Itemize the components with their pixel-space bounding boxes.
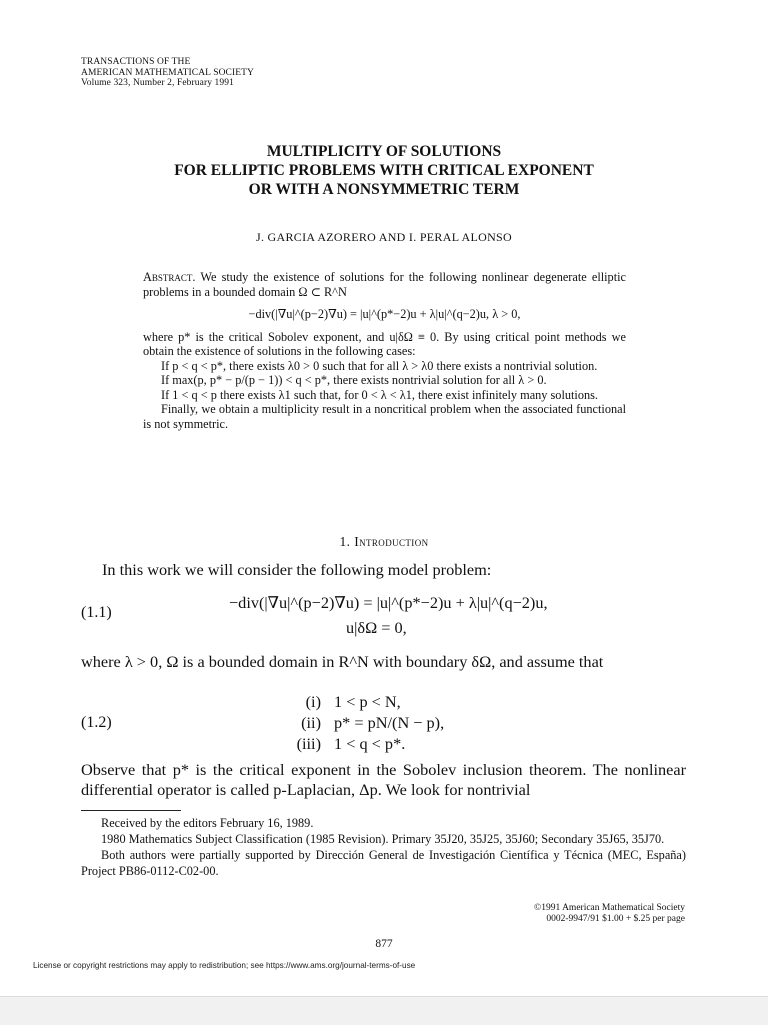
viewer-bottom-bar [0,996,768,1025]
intro-paragraph-1: In this work we will consider the following model problem: [102,560,492,579]
copyright-line2: 0002-9947/91 $1.00 + $.25 per page [546,913,685,924]
equation-1-1-label: (1.1) [81,604,112,621]
copyright-notice [534,903,685,924]
abstract-final: Finally, we obtain a multiplicity result in a noncritical problem when the associated functional is not symmetric. [143,402,626,431]
equation-1-2-i: 1 < p < N, [334,692,401,711]
paper-authors: J. GARCIA AZORERO AND I. PERAL ALONSO [255,230,512,244]
paper-title [0,142,768,199]
equation-1-2-ii-num: (ii) [301,713,321,732]
abstract-label: Abstract. [143,270,196,284]
footnote-support: Both authors were partially supported by Dirección General de Investigación Científica y Técnica (MEC, España) Project PB86-0112-C02-00. [81,848,686,878]
abstract-equation: −div(|∇u|^(p−2)∇u) = |u|^(p*−2)u + λ|u|^(q−2)u, λ > 0, [248,307,521,321]
section-number: 1. [339,534,351,549]
equation-1-1-line2: u|δΩ = 0, [346,618,407,637]
journal-name-line1: TRANSACTIONS OF THE [81,57,191,67]
page-number: 877 [375,938,393,950]
intro-paragraph-3: Observe that p* is the critical exponent in the Sobolev inclusion theorem. The nonlinear differential operator is called p-Laplacian, Δp. We look for nontrivial [81,760,686,799]
equation-1-2-iii: 1 < q < p*. [334,734,406,753]
title-line2: FOR ELLIPTIC PROBLEMS WITH CRITICAL EXPONENT [174,162,594,179]
footnotes [81,815,686,879]
abstract-p2: where p* is the critical Sobolev exponent, and u|δΩ ≡ 0. By using critical point methods we obtain the existence of solutions in the following cases: [143,329,626,358]
footnote-classification: 1980 Mathematics Subject Classification (1985 Revision). Primary 35J20, 35J25, 35J60; Secondary 35J65, 35J70. [101,832,665,846]
footnote-divider [81,810,181,811]
abstract-case1: If p < q < p*, there exists λ0 > 0 such that for all λ > λ0 there exists a nontrivial solution. [161,358,598,373]
title-line3: OR WITH A NONSYMMETRIC TERM [248,181,520,198]
journal-header [81,57,254,89]
abstract-intro [143,270,626,299]
title-line1: MULTIPLICITY OF SOLUTIONS [266,143,502,160]
intro-paragraph-2: where λ > 0, Ω is a bounded domain in R^N with boundary δΩ, and assume that [81,652,604,671]
abstract-case3: If 1 < q < p there exists λ1 such that, for 0 < λ < λ1, there exist infinitely many solutions. [161,387,599,402]
abstract-case2: If max(p, p* − p/(p − 1)) < q < p*, there exists nontrivial solution for all λ > 0. [161,373,547,387]
equation-1-2-label: (1.2) [81,714,112,731]
section-title: Introduction [354,534,429,549]
equation-1-2-iii-num: (iii) [296,734,321,753]
abstract [143,270,626,431]
copyright-line1: ©1991 American Mathematical Society [534,903,685,913]
section-heading [0,534,768,550]
license-notice: License or copyright restrictions may apply to redistribution; see https://www.ams.org/journal-terms-of-use [33,961,416,970]
journal-volume: Volume 323, Number 2, February 1991 [81,78,234,88]
equation-1-2-ii: p* = pN/(N − p), [334,713,445,732]
equation-1-1-line1: −div(|∇u|^(p−2)∇u) = |u|^(p*−2)u + λ|u|^(q−2)u, [229,593,548,612]
abstract-p1: We study the existence of solutions for the following nonlinear degenerate elliptic problems in a bounded domain Ω ⊂ R^N [143,270,627,299]
equation-1-2-i-num: (i) [305,692,321,711]
footnote-received: Received by the editors February 16, 1989. [101,816,314,830]
journal-name-line2: AMERICAN MATHEMATICAL SOCIETY [81,67,255,78]
